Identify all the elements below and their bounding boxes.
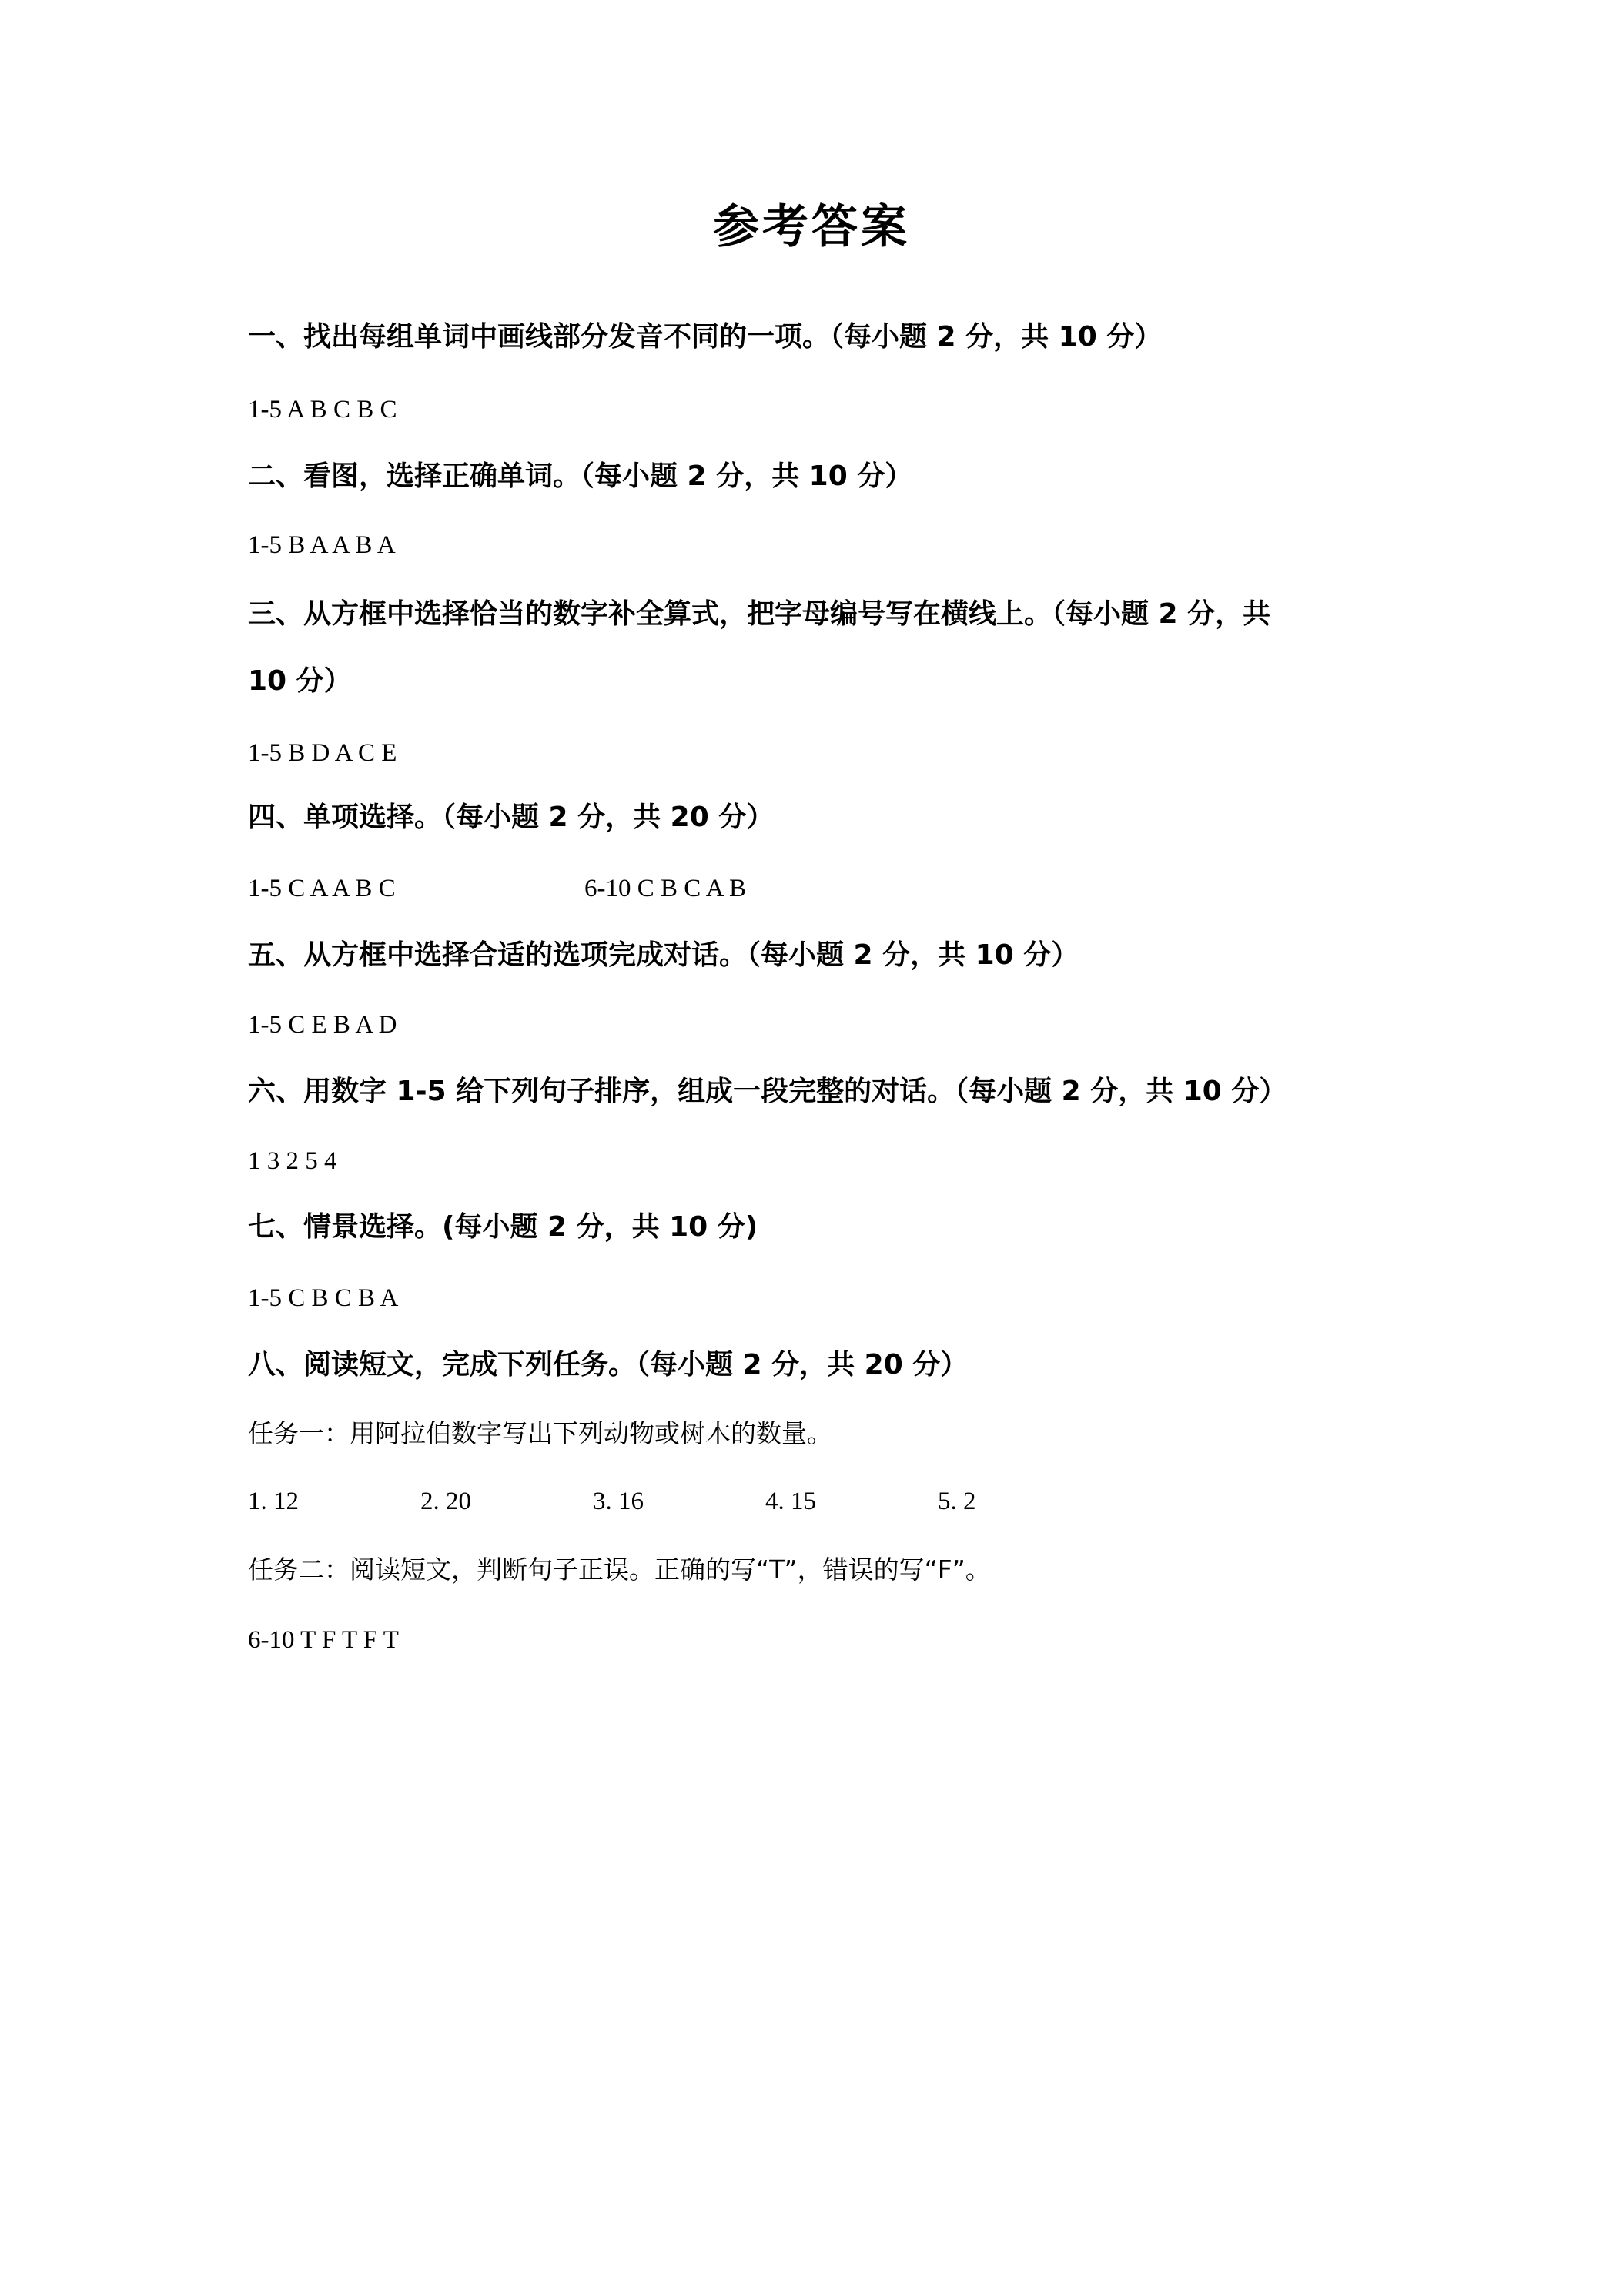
section-4-heading: 四、单项选择。（每小题 2 分，共 20 分）: [248, 802, 775, 833]
section-7-answer: 1-5 C B C B A: [248, 1284, 399, 1312]
section-1-answer: 1-5 A B C B C: [248, 396, 397, 423]
task-1-answer: 5. 2: [938, 1488, 976, 1515]
task-1-answer: 4. 15: [765, 1488, 816, 1515]
task-1-answers: [248, 1480, 1172, 1523]
task-1-answer: 2. 20: [420, 1488, 471, 1515]
section-3-heading-line-2: 10 分）: [248, 665, 352, 697]
section-2-answer: 1-5 B A A B A: [248, 531, 396, 559]
section-4-answers: [248, 867, 1172, 910]
task-1-answer: 3. 16: [593, 1488, 644, 1515]
task-1-answer: 1. 12: [248, 1488, 299, 1515]
section-5-heading: 五、从方框中选择合适的选项完成对话。（每小题 2 分，共 10 分）: [248, 939, 1079, 971]
section-6-answer: 1 3 2 5 4: [248, 1147, 337, 1175]
section-6-heading: 六、用数字 1-5 给下列句子排序，组成一段完整的对话。（每小题 2 分，共 10 分）: [248, 1076, 1287, 1107]
task-2-instruction: 任务二：阅读短文，判断句子正误。正确的写“T”，错误的写“F”。: [248, 1555, 991, 1585]
section-2-heading: 二、看图，选择正确单词。（每小题 2 分，共 10 分）: [248, 460, 913, 492]
task-1-instruction: 任务一：用阿拉伯数字写出下列动物或树木的数量。: [248, 1418, 832, 1448]
section-4-answer-6-10: 6-10 C B C A B: [584, 875, 746, 902]
section-3-answer: 1-5 B D A C E: [248, 739, 397, 767]
section-8-heading: 八、阅读短文，完成下列任务。（每小题 2 分，共 20 分）: [248, 1349, 969, 1381]
task-2-answer: 6-10 T F T F T: [248, 1626, 399, 1654]
section-1-heading: 一、找出每组单词中画线部分发音不同的一项。（每小题 2 分，共 10 分）: [248, 321, 1163, 353]
section-4-answer-1-5: 1-5 C A A B C: [248, 875, 396, 902]
section-3-heading-line-1: 三、从方框中选择恰当的数字补全算式，把字母编号写在横线上。（每小题 2 分，共: [248, 598, 1271, 630]
section-7-heading: 七、情景选择。(每小题 2 分，共 10 分): [248, 1211, 758, 1243]
page-title: 参考答案: [713, 200, 910, 254]
section-5-answer: 1-5 C E B A D: [248, 1011, 397, 1039]
